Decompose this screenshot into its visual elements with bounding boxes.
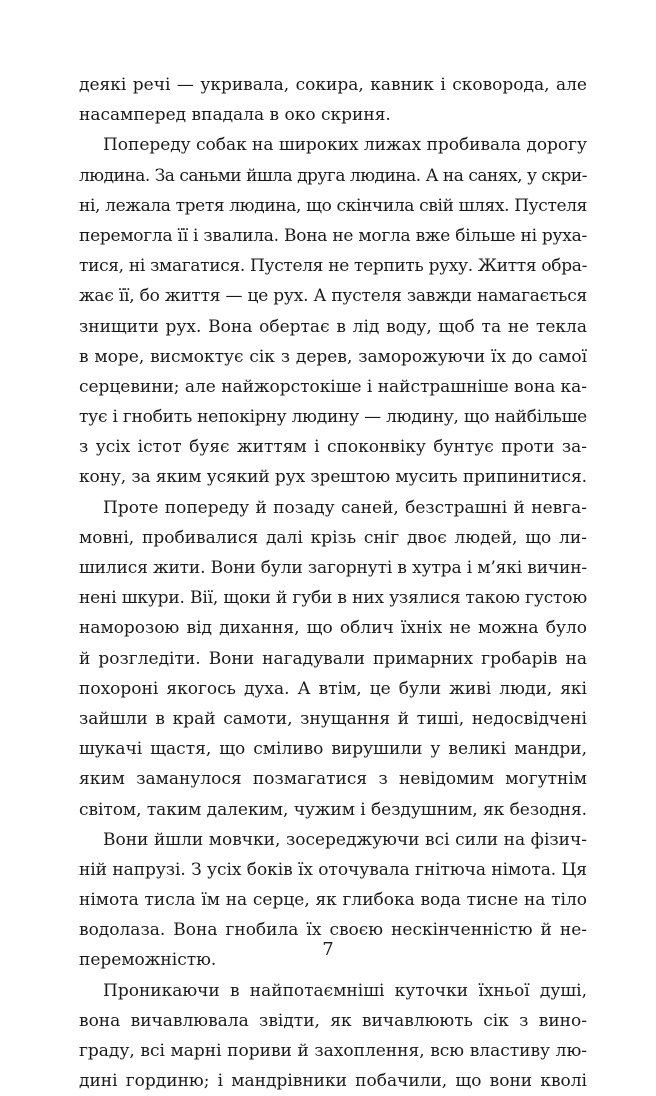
text-line: мовні, пробивалися далі крізь сніг двоє людей, що ли-: [79, 527, 587, 548]
text-line: насамперед впадала в око скриня.: [79, 105, 391, 126]
text-line: ній напрузі. З усіх боків їх оточувала гнітюча німота. Ця: [79, 859, 587, 880]
text-line: німота тисла їм на серце, як глибока вода тисне на тіло: [79, 890, 587, 911]
text-line: знищити рух. Вона обертає в лід воду, щоб та не текла: [79, 316, 587, 337]
text-line: наморозою від дихання, що облич їхніх не можна було: [79, 618, 587, 639]
text-line: в море, висмоктує сік з дерев, заморожуючи їх до самої: [79, 346, 587, 367]
text-line: зайшли в край самоти, знущання й тиші, недосвідчені: [79, 708, 587, 729]
text-line: шукачі щастя, що сміливо вирушили у великі мандри,: [79, 739, 587, 760]
text-line: Попереду собак на широких лижах пробивала дорогу: [103, 135, 587, 156]
paragraph: [79, 70, 587, 130]
text-line: жає її, бо життя — це рух. А пустеля завжди намагається: [79, 286, 587, 307]
text-line: яким заманулося позмагатися з невідомим могутнім: [79, 769, 587, 790]
text-line: переможністю.: [79, 950, 217, 971]
text-line: з усіх істот буяє життям і споконвіку бунтує проти за-: [79, 437, 587, 458]
paragraph: [79, 493, 587, 825]
text-line: граду, всі марні пориви й захоплення, всю властиву лю-: [79, 1041, 587, 1061]
text-line: серцевини; але найжорстокіше і найстрашніше вона ка-: [79, 376, 587, 397]
text-line: людина. За саньми йшла друга людина. А на санях, у скри-: [79, 165, 587, 186]
text-line: кону, за яким усякий рух зрештою мусить припинитися.: [79, 467, 587, 488]
text-line: Вони йшли мовчки, зосереджуючи всі сили на фізич-: [103, 829, 587, 850]
text-line: нені шкури. Вії, щоки й губи в них узялися такою густою: [79, 588, 587, 609]
text-line: водолаза. Вона гнобила їх своєю нескінченністю й не-: [79, 920, 587, 941]
page-number: 7: [322, 939, 334, 960]
text-line: перемогла її і звалила. Вона не могла вже більше ні руха-: [79, 225, 587, 246]
text-line: дині гординю; і мандрівники побачили, що вони кволі: [79, 1071, 587, 1092]
paragraph: [79, 130, 587, 492]
text-line: деякі речі — укривала, сокира, кавник і сковорода, але: [79, 75, 587, 95]
text-line: тує і гнобить непокірну людину — людину, що найбільше: [79, 407, 587, 428]
text-line: тися, ні змагатися. Пустеля не терпить руху. Життя обра-: [79, 256, 587, 277]
text-line: й розгледіти. Вони нагадували примарних гробарів на: [79, 648, 587, 669]
text-line: Проникаючи в найпотаємніші куточки їхньої душі,: [103, 980, 587, 1001]
text-line: похороні якогось духа. А втім, це були живі люди, які: [79, 678, 587, 699]
text-line: ні, лежала третя людина, що скінчила свій шлях. Пустеля: [79, 195, 587, 216]
text-line: Проте попереду й позаду саней, безстрашні й невга-: [103, 497, 587, 518]
text-line: шилися жити. Вони були загорнуті в хутра і м’які вичин-: [79, 558, 587, 578]
text-line: вона вичавлювала звідти, як вичавлюють сік з вино-: [79, 1010, 587, 1031]
paragraph: [79, 976, 587, 1096]
text-line: світом, таким далеким, чужим і бездушним, як безодня.: [79, 799, 587, 820]
